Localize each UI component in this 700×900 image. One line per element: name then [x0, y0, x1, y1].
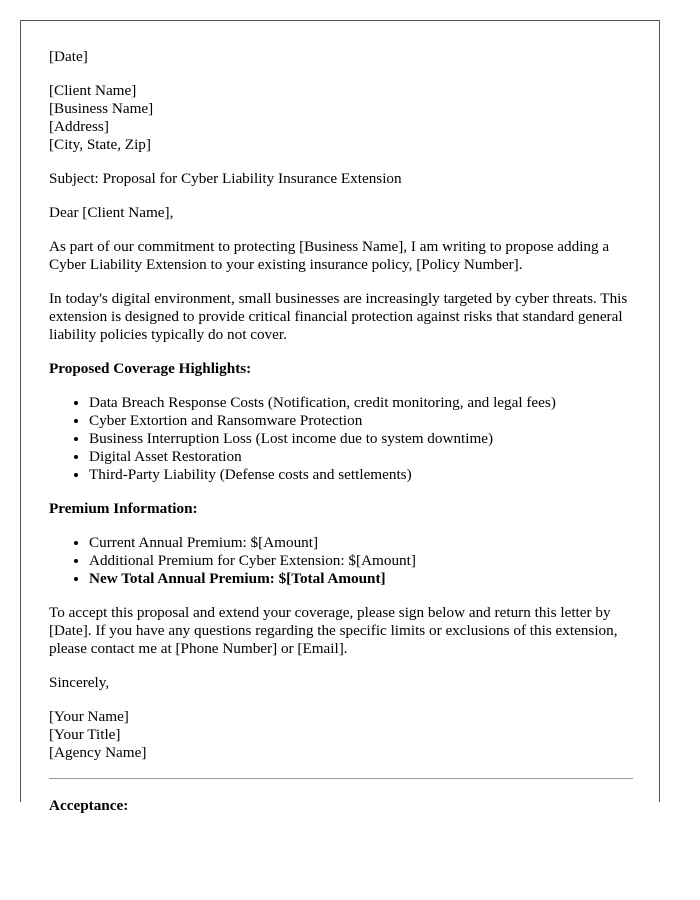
- signature-title: [Your Title]: [49, 726, 121, 743]
- recipient-address-block: [49, 82, 639, 154]
- coverage-item: • Business Interruption Loss (Lost income due to system downtime): [89, 430, 639, 448]
- premium-additional: • Additional Premium for Cyber Extension: $[Amount]: [89, 552, 639, 570]
- letter-body: [49, 48, 639, 778]
- signature-name: [Your Name]: [49, 708, 129, 725]
- coverage-item: • Cyber Extortion and Ransomware Protection: [89, 412, 639, 430]
- sign-off: Sincerely,: [49, 674, 110, 691]
- coverage-item: • Digital Asset Restoration: [89, 448, 639, 466]
- context-paragraph: In today's digital environment, small businesses are increasingly targeted by cyber threats. This extension is designed to provide critical financial protection against risks that standard general liability policies typically do not cover.: [49, 290, 628, 343]
- letter-page: [20, 20, 660, 814]
- coverage-list: [49, 394, 639, 484]
- acceptance-label: Acceptance:: [49, 797, 129, 814]
- recipient-business-name: [Business Name]: [49, 100, 154, 117]
- premium-heading: Premium Information:: [49, 500, 198, 517]
- coverage-heading: Proposed Coverage Highlights:: [49, 360, 252, 377]
- letter-salutation: Dear [Client Name],: [49, 204, 174, 221]
- section-divider: [49, 778, 633, 779]
- recipient-city-state-zip: [City, State, Zip]: [49, 136, 151, 153]
- signature-agency: [Agency Name]: [49, 744, 147, 761]
- premium-current: • Current Annual Premium: $[Amount]: [89, 534, 639, 552]
- letter-subject: Subject: Proposal for Cyber Liability Insurance Extension: [49, 170, 402, 187]
- premium-list: [49, 534, 639, 588]
- coverage-item: • Data Breach Response Costs (Notification, credit monitoring, and legal fees): [89, 394, 639, 412]
- closing-paragraph: To accept this proposal and extend your coverage, please sign below and return this letter by [Date]. If you have any questions regarding the specific limits or exclusions of this extension, please contact me at [Phone Number] or [Email].: [49, 604, 618, 657]
- letter-date: [Date]: [49, 48, 88, 65]
- signature-block: [49, 708, 639, 762]
- premium-new-total: • New Total Annual Premium: $[Total Amount]: [89, 570, 639, 588]
- recipient-client-name: [Client Name]: [49, 82, 137, 99]
- intro-paragraph: As part of our commitment to protecting [Business Name], I am writing to propose adding a Cyber Liability Extension to your existing insurance policy, [Policy Number].: [49, 238, 610, 273]
- recipient-address: [Address]: [49, 118, 109, 135]
- coverage-item: • Third-Party Liability (Defense costs and settlements): [89, 466, 639, 484]
